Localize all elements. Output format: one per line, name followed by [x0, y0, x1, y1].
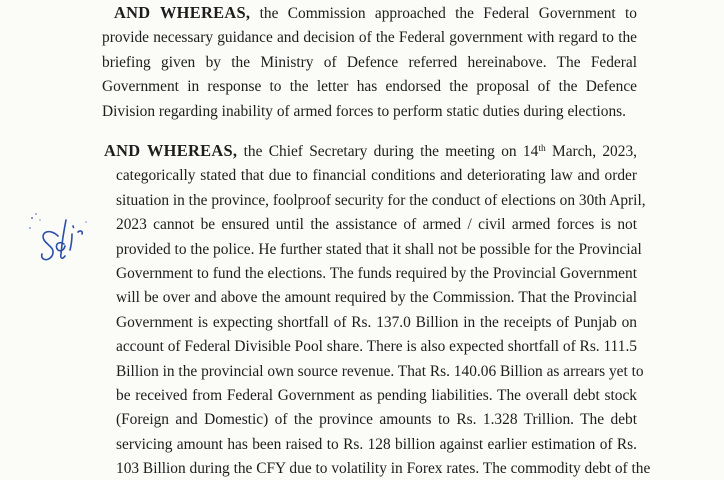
paragraph-2-line-6: Government to fund the elections. The funds required by the Provincial Government: [116, 265, 637, 283]
paragraph-2-line-5: provided to the police. He further stated that it shall not be possible for the Provincial: [116, 240, 642, 258]
paragraph-1: [102, 1, 637, 124]
paragraph-1-line-5: Division regarding inability of armed forces to perform static duties during elections.: [102, 102, 626, 120]
paragraph-2-line-7: will be over and above the amount required by the Commission. That the Provincial: [116, 289, 637, 307]
paragraph-2-body: [104, 164, 651, 480]
paragraph-2-line-13: servicing amount has been raised to Rs. 128 billion against earlier estimation of Rs.: [116, 435, 637, 453]
paragraph-1-line-4: Government in response to the letter has endorsed the proposal of the Defence: [102, 78, 637, 96]
paragraph-2-line-8: Government is expecting shortfall of Rs. 137.0 Billion in the receipts of Punjab on: [116, 313, 637, 331]
paragraph-2-line-11: be received from Federal Government as pending liabilities. The overall debt stock: [116, 387, 637, 405]
paragraph-2-lead: AND WHEREAS,: [104, 141, 238, 160]
paragraph-2-line-1: AND WHEREAS, the Chief Secretary during the meeting on 14th March, 2023,: [104, 141, 637, 160]
paragraph-1-line-3: briefing given by the Ministry of Defence referred hereinabove. The Federal: [102, 53, 637, 71]
paragraph-2: [104, 139, 651, 480]
paragraph-1-line-1: AND WHEREAS, the Commission approached the Federal Government to: [114, 3, 637, 22]
paragraph-1-line-2: provide necessary guidance and decision of the Federal government with regard to the: [102, 29, 637, 47]
paragraph-2-line-10: Billion in the provincial own source revenue. That Rs. 140.06 Billion as arrears yet to: [116, 362, 644, 380]
paragraph-2-line-3: situation in the province, foolproof security for the conduct of elections on 30th April,: [116, 191, 646, 209]
paragraph-2-line-9: account of Federal Divisible Pool share. There is also expected shortfall of Rs. 111.5: [116, 338, 637, 356]
paragraph-2-line-12: (Foreign and Domestic) of the province amounts to Rs. 1.328 Trillion. The debt: [116, 411, 637, 429]
paragraph-2-line-4: 2023 cannot be ensured until the assistance of armed / civil armed forces is not: [116, 216, 637, 234]
paragraph-2-line-2: categorically stated that due to financial conditions and deteriorating law and order: [116, 167, 637, 185]
paragraph-2-line-14: 103 Billion during the CFY due to volatility in Forex rates. The commodity debt of the: [116, 460, 651, 478]
paragraph-1-lead: AND WHEREAS,: [114, 3, 251, 22]
handwritten-initials: [28, 206, 92, 264]
